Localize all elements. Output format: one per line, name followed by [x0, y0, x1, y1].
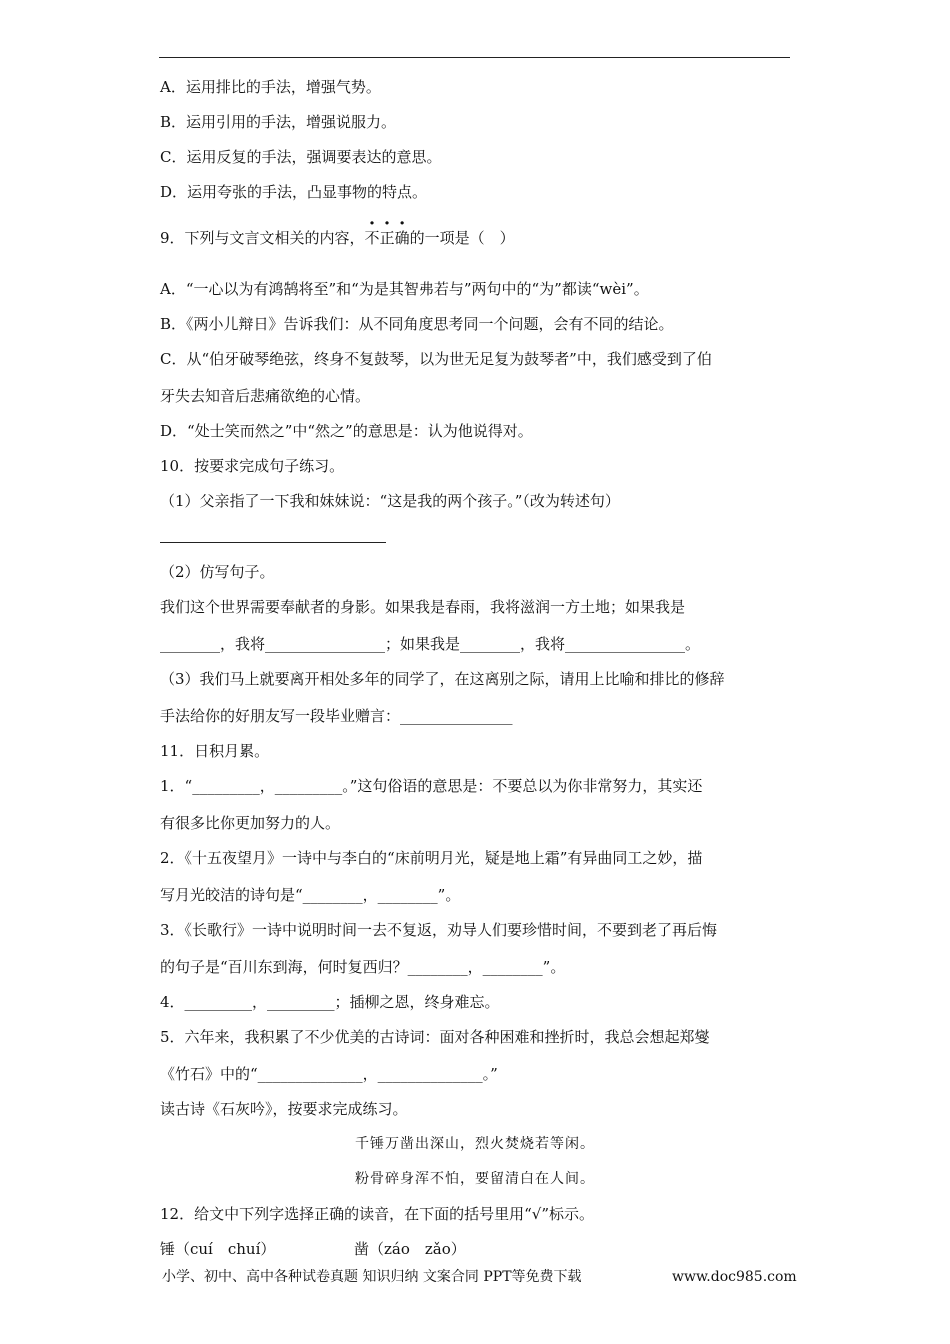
q9-stem-text: 9．下列与文言文相关的内容，: [160, 229, 365, 247]
q10-answer-line[interactable]: [160, 542, 386, 543]
q10-part3-line1: （3）我们马上就要离开相处多年的同学了，在这离别之际，请用上比喻和排比的修辞: [160, 670, 725, 688]
q11-item2-line2: 写月光皎洁的诗句是“________，________”。: [160, 886, 461, 904]
header-rule: [159, 57, 790, 58]
q10-part1: （1）父亲指了一下我和妹妹说：“这是我的两个孩子。”（改为转述句）: [160, 492, 620, 510]
q8-option-c: C．运用反复的手法，强调要表达的意思。: [160, 148, 442, 166]
q9-option-a: A．“一心以为有鸿鹄将至”和“为是其智弗若与”两句中的“为”都读“wèi”。: [160, 280, 649, 298]
q10-title: 10．按要求完成句子练习。: [160, 457, 345, 475]
q12-word-2: 凿（záo zǎo）: [354, 1240, 466, 1258]
q11-item3-line1: 3．《长歌行》一诗中说明时间一去不复返，劝导人们要珍惜时间，不要到老了再后悔: [160, 921, 718, 939]
poem-line-1: 千锤万凿出深山，烈火焚烧若等闲。: [355, 1136, 595, 1152]
q9-stem: [160, 228, 950, 248]
q9-emphasis-char: 确: [394, 229, 410, 247]
q11-item2-line1: 2．《十五夜望月》一诗中与李白的“床前明月光，疑是地上霜”有异曲同工之妙，描: [160, 849, 703, 867]
q11-title: 11．日积月累。: [160, 742, 270, 760]
q12-word-1: 锤（cuí chuí）: [160, 1240, 276, 1258]
q12-title: 12．给文中下列字选择正确的读音，在下面的括号里用“√”标示。: [160, 1205, 594, 1223]
q9-option-d: D．“处士笑而然之”中“然之”的意思是：认为他说得对。: [160, 422, 533, 440]
poem-line-2: 粉骨碎身浑不怕，要留清白在人间。: [355, 1171, 595, 1187]
q11-item1-line2: 有很多比你更加努力的人。: [160, 814, 341, 832]
q8-option-b: B．运用引用的手法，增强说服力。: [160, 113, 397, 131]
q10-part2-line1: 我们这个世界需要奉献者的身影。如果我是春雨，我将滋润一方土地；如果我是: [160, 598, 686, 616]
q11-item4: 4．_________，_________；插柳之恩，终身难忘。: [160, 993, 500, 1011]
q11-item5-line1: 5．六年来，我积累了不少优美的古诗词：面对各种困难和挫折时，我总会想起郑燮: [160, 1028, 710, 1046]
footer-url-link[interactable]: www.doc985.com: [672, 1269, 797, 1285]
footer-text: 小学、初中、高中各种试卷真题 知识归纳 文案合同 PPT等免费下载: [162, 1269, 582, 1285]
q11-item5-line2: 《竹石》中的“______________，______________。”: [160, 1065, 498, 1083]
q10-part2-line2: ________，我将________________；如果我是________，我将________________。: [160, 635, 701, 653]
q9-option-c-line2: 牙失去知音后悲痛欲绝的心情。: [160, 387, 371, 405]
q9-option-b: B．《两小儿辩日》告诉我们：从不同角度思考同一个问题，会有不同的结论。: [160, 315, 674, 333]
q10-part2: （2）仿写句子。: [160, 563, 275, 581]
q8-option-a: A．运用排比的手法，增强气势。: [160, 78, 381, 96]
page-footer: [162, 1268, 797, 1286]
q10-part3-line2: 手法给你的好朋友写一段毕业赠言：_______________: [160, 707, 513, 725]
q8-option-d: D．运用夸张的手法，凸显事物的特点。: [160, 183, 428, 201]
q11-item1-line1: 1．“_________，_________。”这句俗语的意思是：不要总以为你非常努力，其实还: [160, 777, 703, 795]
q9-stem-end: 的一项是（ ）: [409, 229, 515, 247]
q9-emphasis-char: 正: [379, 229, 395, 247]
q9-option-c-line1: C．从“伯牙破琴绝弦，终身不复鼓琴，以为世无足复为鼓琴者”中，我们感受到了伯: [160, 350, 712, 368]
q9-emphasis-char: 不: [364, 229, 380, 247]
q11-item3-line2: 的句子是“百川东到海，何时复西归？________，________”。: [160, 958, 566, 976]
poem-intro: 读古诗《石灰吟》，按要求完成练习。: [160, 1100, 408, 1118]
